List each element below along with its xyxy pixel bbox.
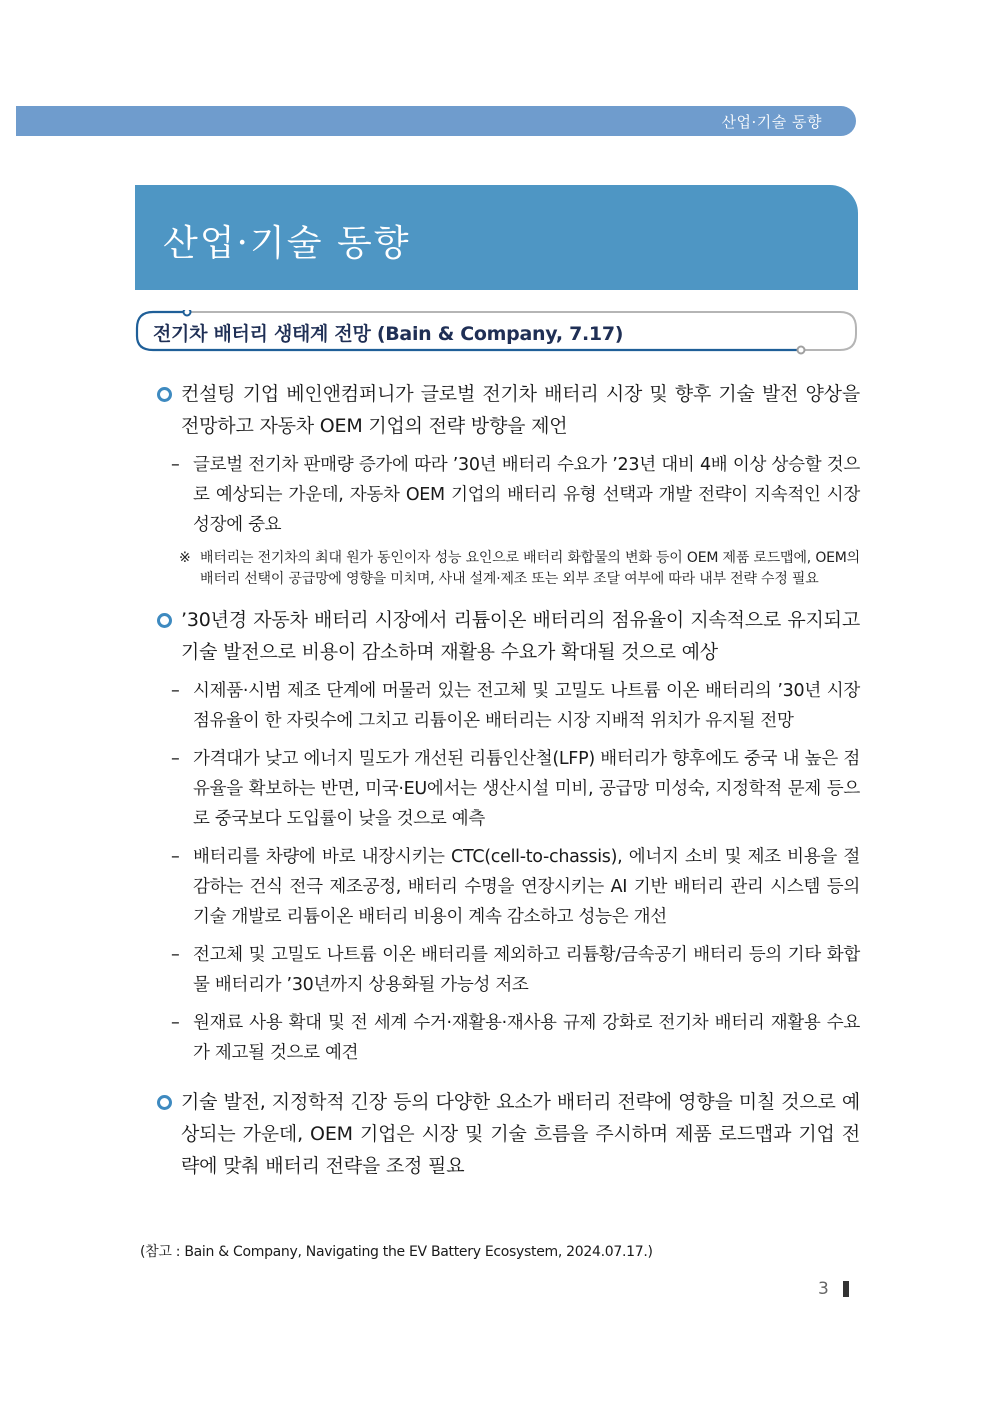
sub-text: 시제품·시범 제조 단계에 머물러 있는 전고체 및 고밀도 나트륨 이온 배터리의 ’30년 시장 점유율이 한 자릿수에 그치고 리튬이온 배터리는 시장 지배적 위치가 유지될 전망 xyxy=(193,681,860,731)
note-text: 배터리는 전기차의 최대 원가 동인이자 성능 요인으로 배터리 화합물의 변화 등이 OEM 제품 로드맵에, OEM의 배터리 선택이 공급망에 영향을 미치며, 사내 설계·제조 또는 외부 조달 여부에 따라 내부 전략 수정 필요 xyxy=(200,550,860,587)
dash-marker: – xyxy=(171,847,180,867)
sub-item xyxy=(155,676,860,736)
dash-marker: – xyxy=(171,1013,180,1033)
circle-bullet-icon xyxy=(157,1095,172,1110)
dash-marker: – xyxy=(171,749,180,769)
dash-marker: – xyxy=(171,455,180,475)
top-banner xyxy=(16,106,856,136)
article-title-box xyxy=(135,310,858,352)
sub-item xyxy=(155,842,860,932)
sub-text: 전고체 및 고밀도 나트륨 이온 배터리를 제외하고 리튬황/금속공기 배터리 등의 기타 화합물 배터리가 ’30년까지 상용화될 가능성 저조 xyxy=(193,945,860,995)
bullet-text: 컨설팅 기업 베인앤컴퍼니가 글로벌 전기차 배터리 시장 및 향후 기술 발전 양상을 전망하고 자동차 OEM 기업의 전략 방향을 제언 xyxy=(181,383,860,437)
note-item xyxy=(155,548,860,590)
bullet-item xyxy=(155,378,860,442)
sub-text: 배터리를 차량에 바로 내장시키는 CTC(cell-to-chassis), 에너지 소비 및 제조 비용을 절감하는 건식 전극 제조공정, 배터리 수명을 연장시키는 AI 기반 배터리 관리 시스템 등의 기술 개발로 리튬이온 배터리 비용이 계속 감소하고 성능은 개선 xyxy=(193,847,860,927)
dash-marker: – xyxy=(171,681,180,701)
sub-text: 원재료 사용 확대 및 전 세계 수거·재활용·재사용 규제 강화로 전기차 배터리 재활용 수요가 제고될 것으로 예견 xyxy=(193,1013,860,1063)
sub-item xyxy=(155,940,860,1000)
sub-item xyxy=(155,1008,860,1068)
page-marker-bar xyxy=(843,1281,849,1297)
reference-note: (참고 : Bain & Company, Navigating the EV Battery Ecosystem, 2024.07.17.) xyxy=(140,1244,653,1260)
page-number: 3 xyxy=(818,1279,829,1299)
section-title: 산업·기술 동향 xyxy=(163,223,411,264)
bullet-item xyxy=(155,604,860,668)
article-title: 전기차 배터리 생태계 전망 (Bain & Company, 7.17) xyxy=(153,323,624,345)
note-mark: ※ xyxy=(179,550,191,566)
bullet-text: 기술 발전, 지정학적 긴장 등의 다양한 요소가 배터리 전략에 영향을 미칠 것으로 예상되는 가운데, OEM 기업은 시장 및 기술 흐름을 주시하며 제품 로드맵과 기업 전략에 맞춰 배터리 전략을 조정 필요 xyxy=(181,1091,860,1177)
article-body xyxy=(155,378,860,1190)
sub-item xyxy=(155,744,860,834)
circle-bullet-icon xyxy=(157,387,172,402)
bullet-text: ’30년경 자동차 배터리 시장에서 리튬이온 배터리의 점유율이 지속적으로 유지되고 기술 발전으로 비용이 감소하며 재활용 수요가 확대될 것으로 예상 xyxy=(181,609,860,663)
bullet-item xyxy=(155,1086,860,1182)
banner-label: 산업·기술 동향 xyxy=(721,113,822,131)
dash-marker: – xyxy=(171,945,180,965)
sub-item xyxy=(155,450,860,540)
sub-text: 글로벌 전기차 판매량 증가에 따라 ’30년 배터리 수요가 ’23년 대비 4배 이상 상승할 것으로 예상되는 가운데, 자동차 OEM 기업의 배터리 유형 선택과 개발 전략이 지속적인 시장 성장에 중요 xyxy=(193,455,860,535)
section-header xyxy=(135,185,858,290)
circle-bullet-icon xyxy=(157,613,172,628)
sub-text: 가격대가 낮고 에너지 밀도가 개선된 리튬인산철(LFP) 배터리가 향후에도 중국 내 높은 점유율을 확보하는 반면, 미국·EU에서는 생산시설 미비, 공급망 미성숙, 지정학적 문제 등으로 중국보다 도입률이 낮을 것으로 예측 xyxy=(193,749,860,829)
